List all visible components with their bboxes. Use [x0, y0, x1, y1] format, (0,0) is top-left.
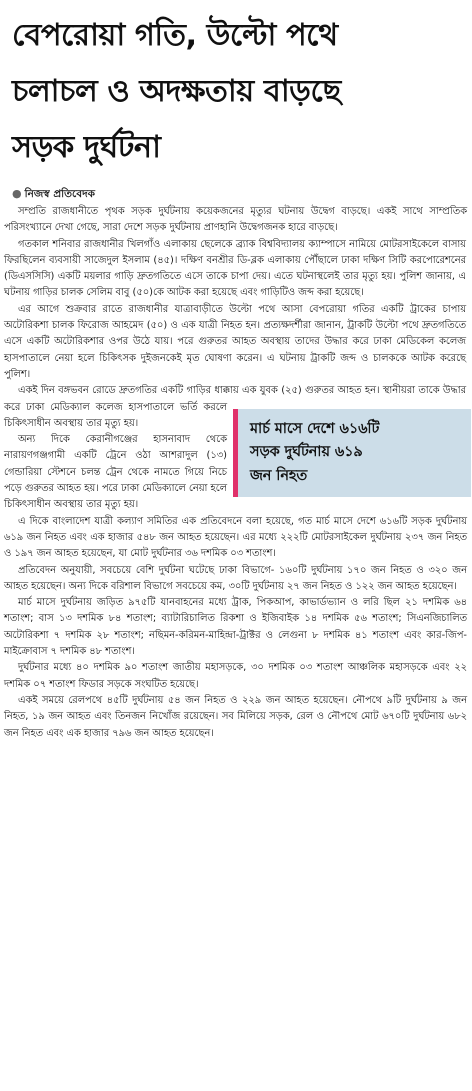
byline [12, 186, 95, 202]
paragraph-10: একই সময়ে রেলপথে ৪৫টি দুর্ঘটনায় ৫৪ জন নিহত ও ২২৯ জন আহত হয়েছেন। নৌপথে ৯টি দুর্ঘটনায় ৯ জন নিহত, ১৯ জন আহত এবং তিনজন নিখোঁজ রয়েছেন। সব মিলিয়ে সড়ক, রেল ও নৌপথে মোট ৬৭০টি দুর্ঘটনায় ৬৮২ জন নিহত এবং এক হাজার ৭৯৬ জন আহত হয়েছেন। [4, 694, 467, 739]
highlight-line-2: সড়ক দুর্ঘটনায় ৬১৯ [250, 444, 363, 461]
paragraph-8: মার্চ মাসে দুর্ঘটনায় জড়িত ৯৭৫টি যানবাহনের মধ্যে ট্রাক, পিকআপ, কাভার্ডভ্যান ও লরি ছিল ২১ দশমিক ৬৪ শতাংশ; বাস ১৩ দশমিক ৮৪ শতাংশ; ব্যাটারিচালিত রিকশা ও ইজিবাইক ১৪ দশমিক ৫৬ শতাংশ; সিএনজিচালিত অটোরিকশা ৭ দশমিক ২৮ শতাংশ; নছিমন-করিমন-মাহিন্দ্রা-ট্রাক্টর ও লেগুনা ৮ দশমিক ৪১ শতাংশ এবং কার-জিপ-মাইক্রোবাস ৭ দশমিক ৪৮ শতাংশ। [4, 597, 467, 658]
paragraph-2: গতকাল শনিবার রাজধানীর খিলগাঁও এলাকায় ছেলেকে ব্র্যাক বিশ্ববিদ্যালয় ক্যাম্পাসে নামিয়ে মোটরসাইকেলে বাসায় ফিরছিলেন ব্যবসায়ী সাজেদুল ইসলাম (৪৫)। দক্ষিণ বনশ্রীর ডি-ব্লক এলাকায় পৌঁছালে ঢাকা দক্ষিণ সিটি করপোরেশনের (ডিএসসিসি) একটি ময়লার গাড়ি দ্রুতগতিতে এসে তাকে চাপা দেয়। এতে ঘটনাস্থলেই তার মৃত্যু হয়। পুলিশ জানায়, এ ঘটনায় গাড়ির চালক সেলিম বাবু (৫০)কে আটক করা হয়েছে এবং গাড়িটিও জব্দ করা হয়েছে। [4, 238, 466, 299]
headline-line-1: বেপরোয়া গতি, উল্টো পথে [12, 18, 338, 53]
float-spacer [466, 237, 467, 409]
article-headline [12, 8, 464, 176]
paragraph-4: একই দিন বঙ্গভবন রোডে দ্রুতগতির একটি গাড়ির ধাক্কায় এক যুবক (২৫) গুরুতর আহত হন। স্থানীয়রা তাকে উদ্ধার করে ঢাকা মেডিক্যাল কলেজ হাসপাতালে ভর্তি করলে চিকিৎসাধীন অবস্থায় তার মৃত্যু হয়। [4, 385, 466, 429]
headline-line-2: চলাচল ও অদক্ষতায় বাড়ছে [12, 74, 341, 109]
highlight-line-1: মার্চ মাসে দেশে ৬১৬টি [250, 420, 380, 437]
article-body [4, 204, 467, 742]
highlight-line-3: জন নিহত [250, 467, 308, 484]
paragraph-5: অন্য দিকে কেরানীগঞ্জের হাসনাবাদ থেকে নারায়ণগঞ্জগামী একটি ট্রেনে ওঠা আশরাদুল (১৩) গেন্ডারিয়া স্টেশনে চলন্ত ট্রেন থেকে নামতে গিয়ে নিচে পড়ে গুরুতর আহত হয়। পরে ঢাকা মেডিক্যালে নেয়া হলে চিকিৎসাধীন অবস্থায় তার মৃত্যু হয়। [4, 434, 227, 511]
headline-line-3: সড়ক দুর্ঘটনা [12, 130, 161, 165]
byline-text: নিজস্ব প্রতিবেদক [24, 188, 95, 200]
paragraph-3: এর আগে শুক্রবার রাতে রাজধানীর যাত্রাবাড়ীতে উল্টো পথে আসা বেপরোয়া গতির একটি ট্রাকের চাপায় অটোরিকশা চালক ফিরোজ আহমেদ (৫০) ও এক যাত্রী নিহত হন। প্রত্যক্ষদর্শীরা জানান, ট্রাকটি উল্টো পথে দ্রুতগতিতে এসে একটি অটোরিকশার ওপর উঠে যায়। পরে গুরুতর আহত অবস্থায় তাদের উদ্ধার করে ঢাকা মেডিকেল কলেজ হাসপাতালে নেয়া হলে চিকিৎসক দুইজনকেই মৃত ঘোষণা করেন। এ ঘটনায় ট্রাকটি জব্দ ও চালককে আটক করেছে পুলিশ। [4, 303, 467, 380]
highlight-box [233, 409, 471, 497]
paragraph-9: দুর্ঘটনার মধ্যে ৪০ দশমিক ৯০ শতাংশ জাতীয় মহাসড়কে, ৩০ দশমিক ০৩ শতাংশ আঞ্চলিক মহাসড়কে এবং ২২ দশমিক ০৭ শতাংশ ফিডার সড়কে সংঘটিত হয়েছে। [4, 662, 467, 690]
paragraph-7: প্রতিবেদন অনুযায়ী, সবচেয়ে বেশি দুর্ঘটনা ঘটেছে ঢাকা বিভাগে- ১৬০টি দুর্ঘটনায় ১৭০ জন নিহত ও ৩২০ জন আহত হয়েছেন। অন্য দিকে বরিশাল বিভাগে সবচেয়ে কম, ৩০টি দুর্ঘটনায় ২৭ জন নিহত ও ১২২ জন আহত হয়েছেন। [4, 564, 467, 592]
bullet-icon: ● [12, 187, 22, 200]
paragraph-6: এ দিকে বাংলাদেশ যাত্রী কল্যাণ সমিতির এক প্রতিবেদনে বলা হয়েছে, গত মার্চ মাসে দেশে ৬১৬টি সড়ক দুর্ঘটনায় ৬১৯ জন নিহত এবং এক হাজার ৫৪৮ জন আহত হয়েছেন। এর মধ্যে ২২২টি মোটরসাইকেল দুর্ঘটনায় ২৩৭ জন নিহত ও ১৯৭ জন আহত হয়েছেন, যা মোট দুর্ঘটনার ৩৬ দশমিক ০৩ শতাংশ। [4, 515, 467, 560]
paragraph-1: সম্প্রতি রাজধানীতে পৃথক সড়ক দুর্ঘটনায় কয়েকজনের মৃত্যুর ঘটনায় উদ্বেগ বাড়ছে। একই সাথে সাম্প্রতিক পরিসংখ্যানে দেখা গেছে, সারা দেশে সড়ক দুর্ঘটনায় প্রাণহানি উদ্বেগজনক হারে বাড়ছে। [4, 206, 467, 234]
